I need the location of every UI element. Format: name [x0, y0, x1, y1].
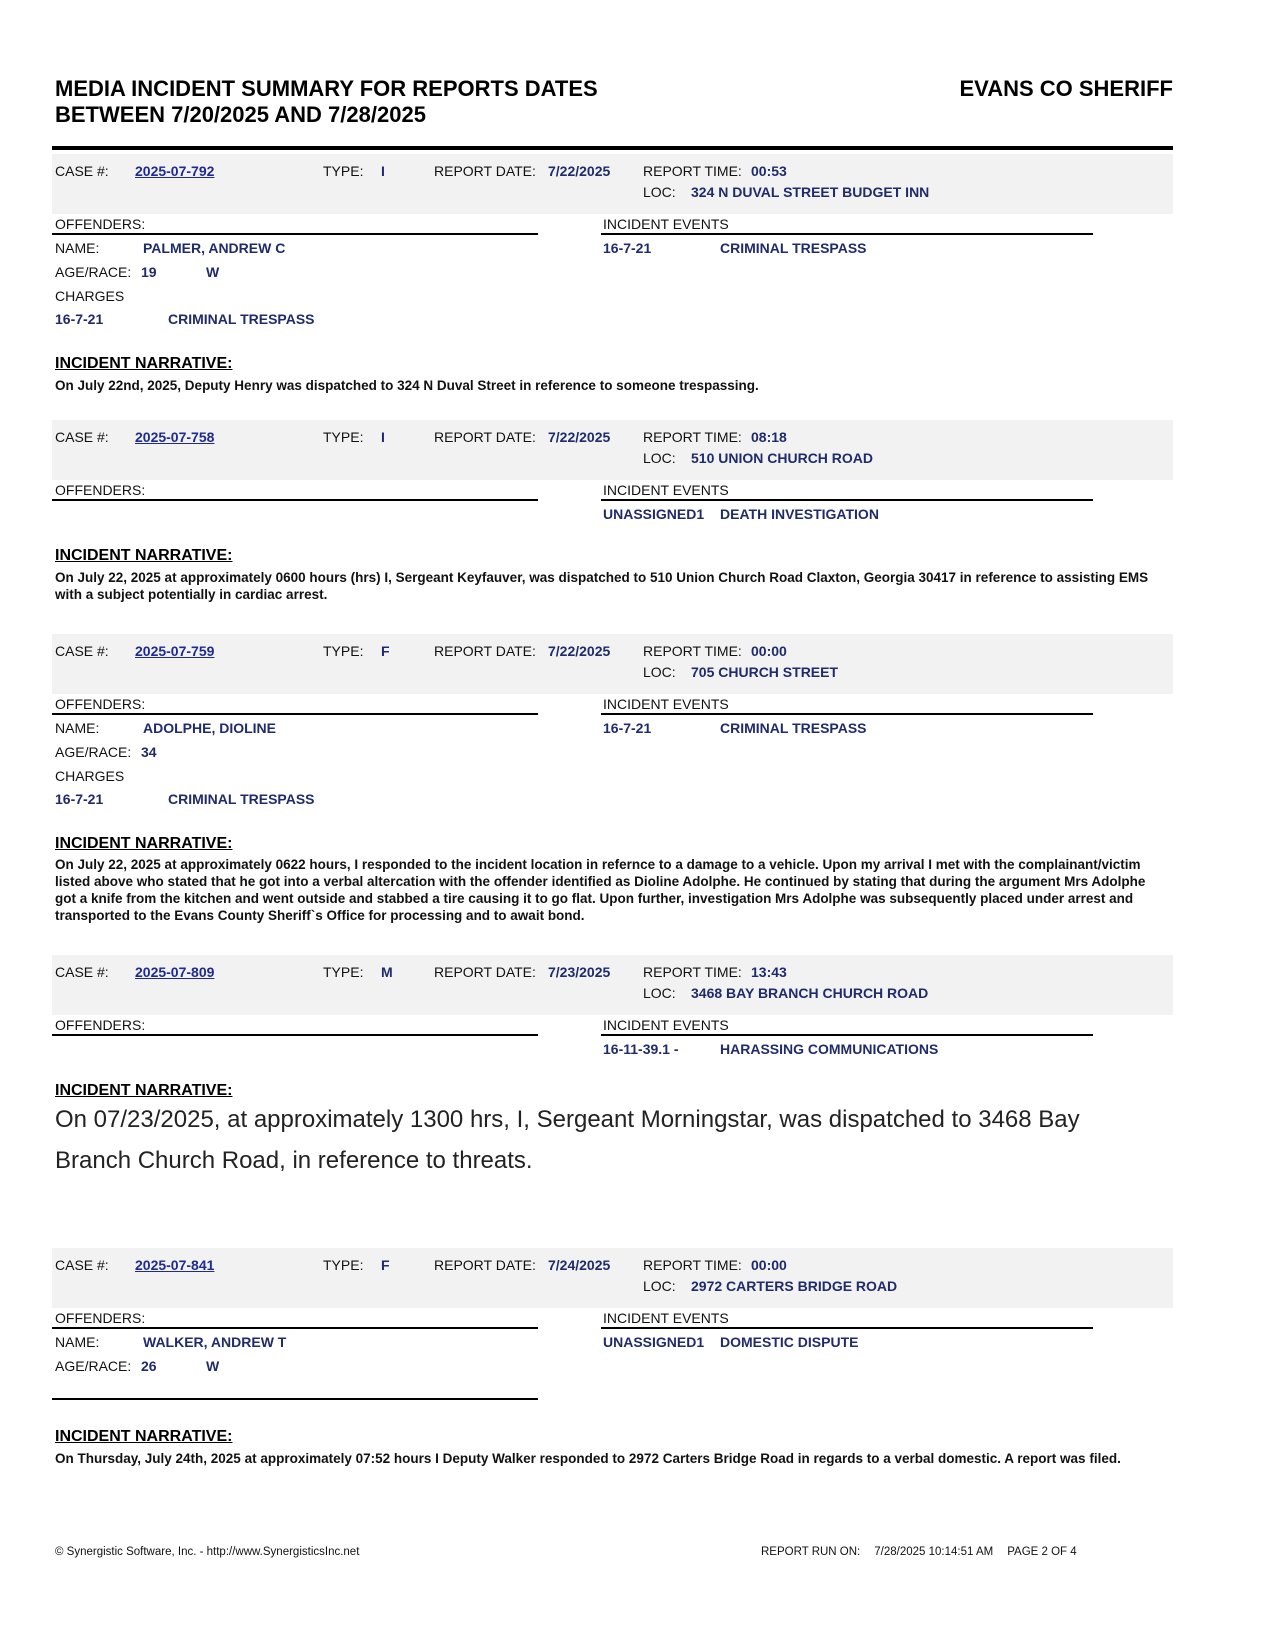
type-label: TYPE: [323, 429, 364, 445]
report-time-value: 08:18 [751, 429, 787, 445]
report-run-value: 7/28/2025 10:14:51 AM [874, 1546, 994, 1558]
events-divider [601, 233, 1093, 235]
offender-name: PALMER, ANDREW C [143, 240, 286, 256]
report-time-label: REPORT TIME: [643, 163, 742, 179]
narrative-text: On July 22, 2025 at approximately 0622 hours, I responded to the incident location in refernce to a damage to a vehicle. Upon my arrival I met with the complainant/victim listed above who stated that he got into a verbal altercation with the offender identified as Dioline Adolphe. He continued by stating that during the argument Mrs Adolphe got a knife from the kitchen and went outside and stabbed a tire causing it to go flat. Upon further, investigation Mrs Adolphe was subsequently placed under arrest and transported to the Evans County Sheriff`s Office for processing and to await bond. [55, 857, 1146, 923]
report-date-value: 7/24/2025 [548, 1257, 611, 1273]
type-value: F [381, 1257, 390, 1273]
offender-name-label: NAME: [55, 720, 100, 736]
location-label: LOC: [643, 450, 676, 466]
offenders-label: OFFENDERS: [55, 1017, 146, 1033]
event-description: DOMESTIC DISPUTE [720, 1334, 859, 1350]
events-divider [601, 1327, 1093, 1329]
header-divider [52, 146, 1173, 150]
location-value: 324 N DUVAL STREET BUDGET INN [691, 184, 930, 200]
agency-name: EVANS CO SHERIFF [959, 76, 1173, 101]
footer-run-info [761, 1546, 1091, 1558]
age-race-label: AGE/RACE: [55, 264, 132, 280]
case-number-link[interactable]: 2025-07-841 [135, 1257, 215, 1273]
event-code: 16-7-21 [603, 720, 652, 736]
event-description: CRIMINAL TRESPASS [720, 720, 867, 736]
narrative-heading: INCIDENT NARRATIVE: [55, 547, 233, 564]
offenders-label: OFFENDERS: [55, 482, 146, 498]
report-date-label: REPORT DATE: [434, 964, 536, 980]
offenders-label: OFFENDERS: [55, 1310, 146, 1326]
events-divider [601, 1034, 1093, 1036]
report-date-label: REPORT DATE: [434, 643, 536, 659]
event-description: DEATH INVESTIGATION [720, 506, 879, 522]
offender-race: W [206, 264, 220, 280]
type-value: F [381, 643, 390, 659]
charges-label: CHARGES [55, 768, 125, 784]
type-label: TYPE: [323, 643, 364, 659]
report-time-label: REPORT TIME: [643, 429, 742, 445]
case-number-link[interactable]: 2025-07-759 [135, 643, 215, 659]
offender-name-label: NAME: [55, 240, 100, 256]
page-number: PAGE 2 OF 4 [1007, 1546, 1077, 1558]
report-time-value: 00:00 [751, 643, 787, 659]
case-number-link[interactable]: 2025-07-758 [135, 429, 215, 445]
report-time-label: REPORT TIME: [643, 1257, 742, 1273]
narrative-heading: INCIDENT NARRATIVE: [55, 835, 233, 852]
incident-events-label: INCIDENT EVENTS [603, 1310, 729, 1326]
narrative-heading: INCIDENT NARRATIVE: [55, 1082, 233, 1099]
location-label: LOC: [643, 184, 676, 200]
narrative-heading: INCIDENT NARRATIVE: [55, 355, 233, 372]
report-time-value: 00:00 [751, 1257, 787, 1273]
charge-code: 16-7-21 [55, 311, 104, 327]
case-number-link[interactable]: 2025-07-792 [135, 163, 215, 179]
incident-events-label: INCIDENT EVENTS [603, 696, 729, 712]
events-divider [601, 499, 1093, 501]
offender-age: 34 [141, 744, 157, 760]
report-date-value: 7/22/2025 [548, 643, 611, 659]
narrative-text: On Thursday, July 24th, 2025 at approximately 07:52 hours I Deputy Walker responded to 2972 Carters Bridge Road in regards to a verbal domestic. A report was filed. [55, 1451, 1121, 1466]
report-date-label: REPORT DATE: [434, 429, 536, 445]
offender-name: ADOLPHE, DIOLINE [143, 720, 277, 736]
offender-age: 19 [141, 264, 157, 280]
offenders-divider [52, 499, 538, 501]
age-race-label: AGE/RACE: [55, 744, 132, 760]
event-code: 16-11-39.1 - [603, 1041, 679, 1057]
event-description: CRIMINAL TRESPASS [720, 240, 867, 256]
offenders-divider [52, 713, 538, 715]
charge-description: CRIMINAL TRESPASS [168, 791, 315, 807]
offender-name: WALKER, ANDREW T [143, 1334, 287, 1350]
offenders-divider [52, 1327, 538, 1329]
report-title-line2: BETWEEN 7/20/2025 AND 7/28/2025 [55, 102, 426, 127]
type-label: TYPE: [323, 1257, 364, 1273]
report-time-value: 00:53 [751, 163, 787, 179]
case-number-label: CASE #: [55, 429, 109, 445]
age-race-label: AGE/RACE: [55, 1358, 132, 1374]
offenders-label: OFFENDERS: [55, 696, 146, 712]
narrative-text: On July 22nd, 2025, Deputy Henry was dispatched to 324 N Duval Street in reference to someone trespassing. [55, 378, 759, 393]
report-title-line1: MEDIA INCIDENT SUMMARY FOR REPORTS DATES [55, 76, 598, 101]
location-value: 3468 BAY BRANCH CHURCH ROAD [691, 985, 929, 1001]
type-value: I [381, 429, 385, 445]
event-code: UNASSIGNED1 [603, 506, 705, 522]
type-value: I [381, 163, 385, 179]
location-label: LOC: [643, 664, 676, 680]
narrative-text: On July 22, 2025 at approximately 0600 hours (hrs) I, Sergeant Keyfauver, was dispatched to 510 Union Church Road Claxton, Georgia 30417 in reference to assisting EMS with a subject potentially in cardiac arrest. [55, 570, 1149, 602]
incident-events-label: INCIDENT EVENTS [603, 1017, 729, 1033]
case-header [52, 955, 1173, 1015]
report-title [55, 76, 598, 128]
report-date-label: REPORT DATE: [434, 1257, 536, 1273]
type-label: TYPE: [323, 964, 364, 980]
case-header [52, 420, 1173, 480]
report-time-label: REPORT TIME: [643, 643, 742, 659]
type-label: TYPE: [323, 163, 364, 179]
charges-label: CHARGES [55, 288, 125, 304]
report-date-value: 7/22/2025 [548, 429, 611, 445]
report-date-label: REPORT DATE: [434, 163, 536, 179]
charge-code: 16-7-21 [55, 791, 104, 807]
report-time-label: REPORT TIME: [643, 964, 742, 980]
case-header [52, 1248, 1173, 1308]
case-number-label: CASE #: [55, 964, 109, 980]
report-date-value: 7/22/2025 [548, 163, 611, 179]
offender-race: W [206, 1358, 220, 1374]
location-label: LOC: [643, 1278, 676, 1294]
case-number-label: CASE #: [55, 163, 109, 179]
offenders-divider [52, 233, 538, 235]
footer-copyright: © Synergistic Software, Inc. - http://www.SynergisticsInc.net [55, 1546, 360, 1558]
location-value: 2972 CARTERS BRIDGE ROAD [691, 1278, 898, 1294]
location-value: 705 CHURCH STREET [691, 664, 839, 680]
narrative-text: On 07/23/2025, at approximately 1300 hrs, I, Sergeant Morningstar, was dispatched to 3468 Bay Branch Church Road, in reference to threats. [55, 1106, 1080, 1174]
event-code: UNASSIGNED1 [603, 1334, 705, 1350]
incident-events-label: INCIDENT EVENTS [603, 482, 729, 498]
type-value: M [381, 964, 393, 980]
case-header [52, 154, 1173, 214]
narrative-heading: INCIDENT NARRATIVE: [55, 1428, 233, 1445]
case-number-link[interactable]: 2025-07-809 [135, 964, 215, 980]
location-label: LOC: [643, 985, 676, 1001]
report-date-value: 7/23/2025 [548, 964, 611, 980]
offenders-bottom-divider [52, 1398, 538, 1400]
offenders-label: OFFENDERS: [55, 216, 146, 232]
location-value: 510 UNION CHURCH ROAD [691, 450, 874, 466]
event-description: HARASSING COMMUNICATIONS [720, 1041, 939, 1057]
incident-events-label: INCIDENT EVENTS [603, 216, 729, 232]
report-time-value: 13:43 [751, 964, 787, 980]
case-number-label: CASE #: [55, 1257, 109, 1273]
case-header [52, 634, 1173, 694]
offender-age: 26 [141, 1358, 157, 1374]
offender-name-label: NAME: [55, 1334, 100, 1350]
events-divider [601, 713, 1093, 715]
charge-description: CRIMINAL TRESPASS [168, 311, 315, 327]
event-code: 16-7-21 [603, 240, 652, 256]
case-number-label: CASE #: [55, 643, 109, 659]
report-run-label: REPORT RUN ON: [761, 1546, 861, 1558]
offenders-divider [52, 1034, 538, 1036]
